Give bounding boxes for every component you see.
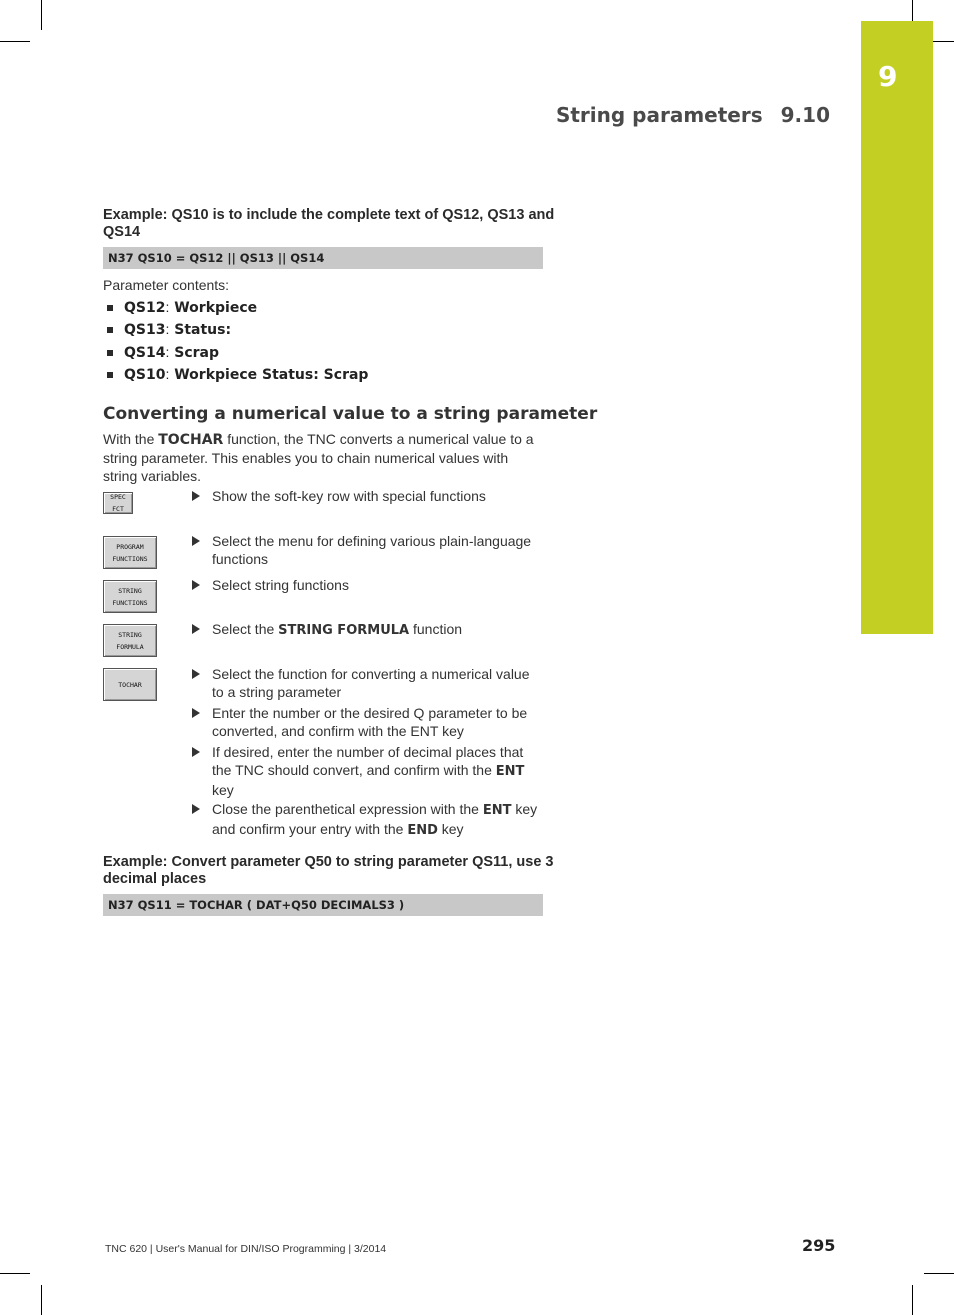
spec-fct-softkey[interactable]: SPEC FCT	[103, 492, 133, 514]
step-item: Select the menu for defining various plain-language functions	[192, 532, 544, 568]
program-functions-softkey[interactable]: PROGRAM FUNCTIONS	[103, 536, 157, 569]
chapter-number: 9	[878, 60, 898, 93]
crop-mark	[41, 0, 42, 30]
crop-mark	[0, 1273, 30, 1274]
list-item: QS12: Workpiece	[103, 298, 368, 320]
parameter-contents-label: Parameter contents:	[103, 277, 230, 293]
tochar-softkey[interactable]: TOCHAR	[103, 668, 157, 701]
code-block: N37 QS10 = QS12 || QS13 || QS14	[103, 247, 543, 269]
crop-mark	[41, 1285, 42, 1315]
arrow-right-icon	[192, 804, 200, 814]
list-item: QS14: Scrap	[103, 343, 368, 365]
list-item: QS10: Workpiece Status: Scrap	[103, 365, 368, 387]
string-formula-softkey[interactable]: STRING FORMULA	[103, 624, 157, 657]
intro-paragraph: With the TOCHAR function, the TNC converts a numerical value to a string parameter. This enables you to chain numerical values with string variables.	[103, 431, 534, 484]
crop-mark	[924, 1273, 954, 1274]
string-functions-softkey[interactable]: STRING FUNCTIONS	[103, 580, 157, 613]
step-item: Select the STRING FORMULA function	[192, 620, 544, 640]
arrow-right-icon	[192, 747, 200, 757]
arrow-right-icon	[192, 580, 200, 590]
crop-mark	[912, 1285, 913, 1315]
step-item: Close the parenthetical expression with the ENT key and confirm your entry with the END key	[192, 800, 544, 840]
crop-mark	[0, 41, 30, 42]
running-head-title: String parameters	[555, 103, 763, 127]
arrow-right-icon	[192, 669, 200, 679]
step-item: If desired, enter the number of decimal places that the TNC should convert, and confirm with the ENT key	[192, 743, 544, 799]
arrow-right-icon	[192, 491, 200, 501]
code-block: N37 QS11 = TOCHAR ( DAT+Q50 DECIMALS3 )	[103, 894, 543, 916]
page-number: 295	[802, 1236, 836, 1255]
running-head	[556, 103, 830, 127]
example-heading: Example: Convert parameter Q50 to string parameter QS11, use 3 decimal places	[103, 854, 554, 887]
arrow-right-icon	[192, 536, 200, 546]
section-heading: Converting a numerical value to a string parameter	[103, 404, 598, 424]
step-item: Select string functions	[192, 576, 544, 594]
footer-text: TNC 620 | User's Manual for DIN/ISO Programming | 3/2014	[105, 1243, 387, 1255]
step-item: Enter the number or the desired Q parameter to be converted, and confirm with the ENT key	[192, 704, 544, 740]
arrow-right-icon	[192, 624, 200, 634]
chapter-tab	[861, 21, 933, 634]
arrow-right-icon	[192, 708, 200, 718]
parameter-list	[103, 298, 368, 387]
example-heading: Example: QS10 is to include the complete text of QS12, QS13 and QS14	[103, 207, 555, 240]
step-item: Show the soft-key row with special functions	[192, 487, 544, 505]
running-head-section: 9.10	[780, 103, 830, 127]
step-item: Select the function for converting a numerical value to a string parameter	[192, 665, 544, 701]
list-item: QS13: Status:	[103, 320, 368, 342]
